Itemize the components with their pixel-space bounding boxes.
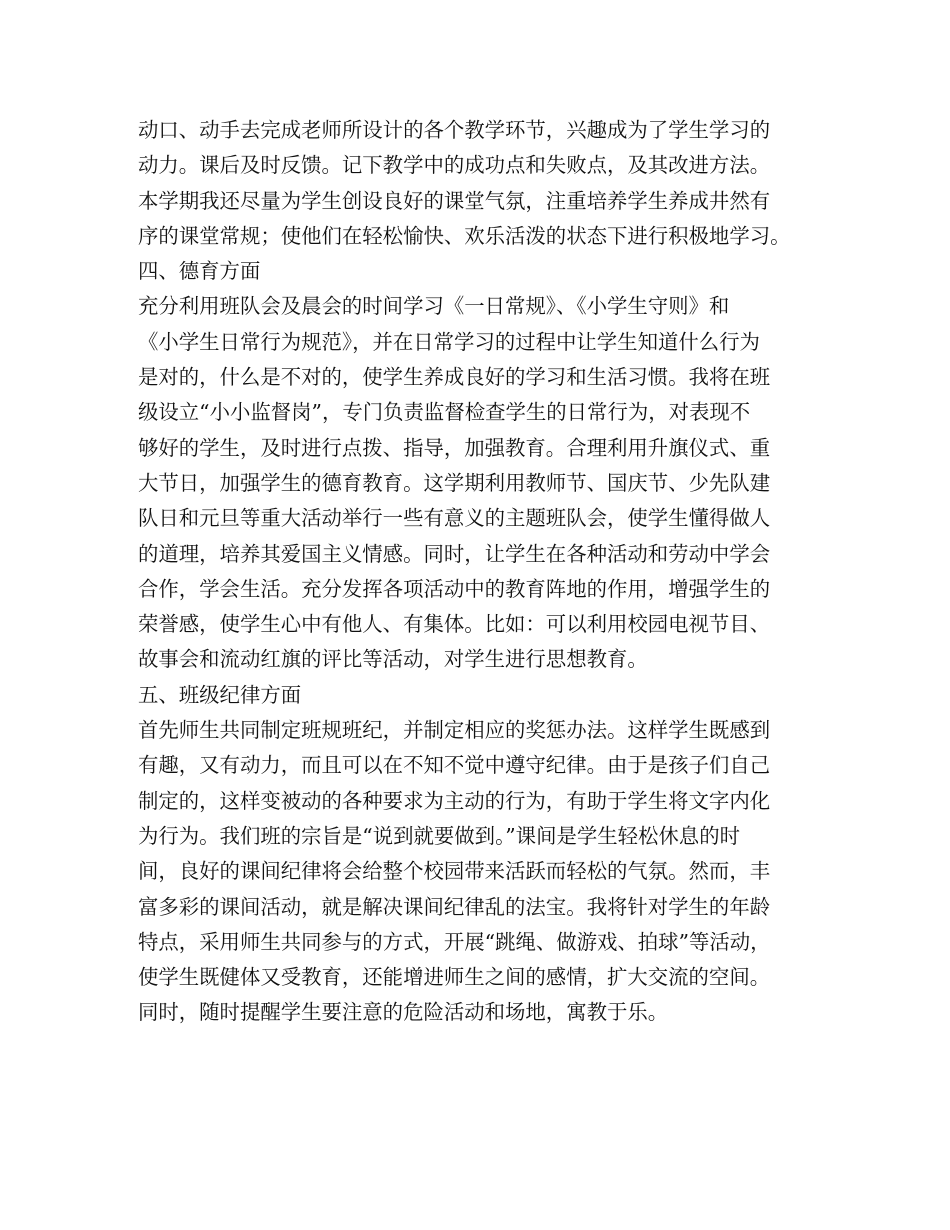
body-line: 本学期我还尽量为学生创设良好的课堂气氛，注重培养学生养成井然有 (138, 188, 771, 213)
body-line: 合作，学会生活。充分发挥各项活动中的教育阵地的作用，增强学生的 (138, 576, 771, 601)
body-line: 动力。课后及时反馈。记下教学中的成功点和失败点，及其改进方法。 (138, 153, 771, 178)
body-line: 是对的，什么是不对的，使学生养成良好的学习和生活习惯。我将在班 (138, 365, 771, 390)
body-line: 《小学生日常行为规范》，并在日常学习的过程中让学生知道什么行为 (138, 329, 760, 354)
body-line: 首先师生共同制定班规班纪，并制定相应的奖惩办法。这样学生既感到 (138, 718, 771, 743)
body-line: 间，良好的课间纪律将会给整个校园带来活跃而轻松的气氛。然而，丰 (138, 859, 771, 884)
body-line: 故事会和流动红旗的评比等活动，对学生进行思想教育。 (138, 647, 648, 672)
body-line: 级设立“小小监督岗”，专门负责监督检查学生的日常行为，对表现不 (138, 400, 751, 425)
body-line: 队日和元旦等重大活动举行一些有意义的主题班队会，使学生懂得做人 (138, 506, 771, 531)
section-heading-moral-education: 四、德育方面 (138, 259, 261, 284)
body-line: 富多彩的课间活动，就是解决课间纪律乱的法宝。我将针对学生的年龄 (138, 894, 771, 919)
body-line: 动口、动手去完成老师所设计的各个教学环节，兴趣成为了学生学习的 (138, 118, 771, 142)
body-line: 大节日，加强学生的德育教育。这学期利用教师节、国庆节、少先队建 (138, 470, 771, 495)
body-line: 同时，随时提醒学生要注意的危险活动和场地，寓教于乐。 (138, 1000, 669, 1025)
body-line: 够好的学生，及时进行点拨、指导，加强教育。合理利用升旗仪式、重 (138, 435, 771, 460)
body-line: 荣誉感，使学生心中有他人、有集体。比如：可以利用校园电视节目、 (138, 612, 771, 637)
body-line: 的道理，培养其爱国主义情感。同时，让学生在各种活动和劳动中学会 (138, 541, 771, 566)
body-line: 制定的，这样变被动的各种要求为主动的行为，有助于学生将文字内化 (138, 788, 771, 813)
body-line: 有趣，又有动力，而且可以在不知不觉中遵守纪律。由于是孩子们自己 (138, 753, 771, 778)
body-line: 特点，采用师生共同参与的方式，开展“跳绳、做游戏、拍球”等活动， (138, 929, 771, 954)
body-line: 序的课堂常规；使他们在轻松愉快、欢乐活泼的状态下进行积极地学习。 (138, 223, 791, 248)
body-line: 使学生既健体又受教育，还能增进师生之间的感情，扩大交流的空间。 (138, 965, 771, 990)
section-heading-class-discipline: 五、班级纪律方面 (138, 682, 302, 707)
document-body (138, 113, 828, 1031)
body-line: 为行为。我们班的宗旨是“说到就要做到。”课间是学生轻松休息的时 (138, 823, 740, 848)
body-line: 充分利用班队会及晨会的时间学习《一日常规》、《小学生守则》和 (138, 294, 730, 319)
